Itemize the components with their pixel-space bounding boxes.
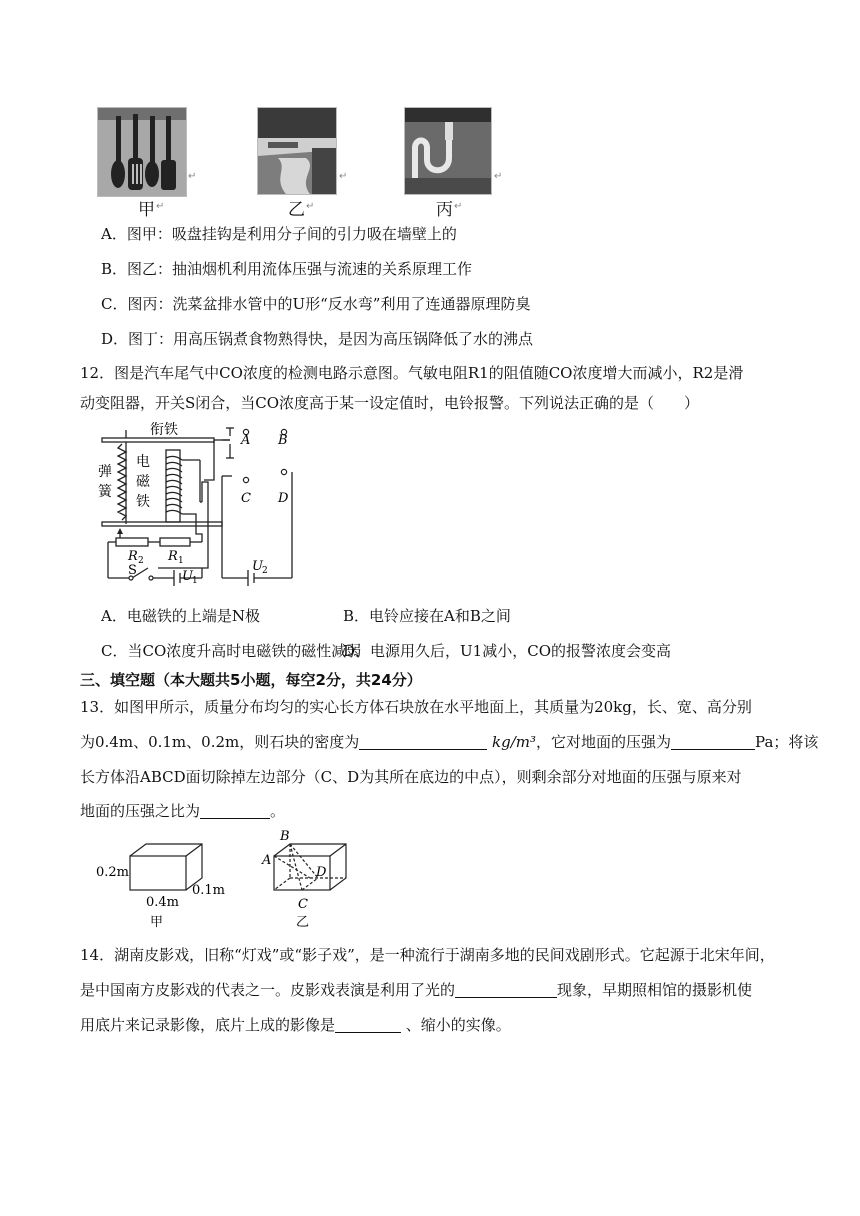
fig-label-a: A <box>262 853 272 868</box>
light-phenomenon-blank[interactable] <box>455 981 557 998</box>
q13-line1: 13．如图甲所示，质量分布均匀的实心长方体石块放在水平地面上，其质量为20kg，长、宽、高分别 <box>80 698 752 716</box>
return-mark: ↵ <box>339 171 348 182</box>
caption-yi: 乙 <box>288 200 305 220</box>
return-mark: ↵ <box>306 201 315 212</box>
q13-line2-c: Pa；将该 <box>755 733 819 751</box>
section-3-title: 三、填空题（本大题共5小题，每空2分，共24分） <box>80 671 422 689</box>
q11-option-b: B．图乙：抽油烟机利用流体压强与流速的关系原理工作 <box>101 260 473 278</box>
pressure-answer-blank[interactable] <box>671 733 755 750</box>
q14-line1: 14．湖南皮影戏，旧称“灯戏”或“影子戏”，是一种流行于湖南多地的民间戏剧形式。它起源于北宋年间， <box>80 946 775 964</box>
q11-option-a: A．图甲：吸盘挂钩是利用分子间的引力吸在墙壁上的 <box>101 225 457 243</box>
label-b: B <box>278 433 288 448</box>
q12-circuit-diagram <box>98 420 308 590</box>
fig-label-d: D <box>316 865 327 880</box>
return-mark: ↵ <box>188 171 197 182</box>
q12-option-c: C．当CO浓度升高时电磁铁的磁性减弱 <box>101 642 362 660</box>
fig-label-c: C <box>298 897 308 912</box>
q13-line4 <box>80 801 285 821</box>
q14-line2-b: 现象，早期照相馆的摄影机使 <box>557 981 753 999</box>
q12-stem-line2: 动变阻器，开关S闭合，当CO浓度高于某一设定值时，电铃报警。下列说法正确的是（ ） <box>80 394 700 412</box>
dim-length: 0.4m <box>146 895 180 910</box>
fig-caption-jia: 甲 <box>150 915 164 930</box>
q13-line4-b: 。 <box>270 802 286 820</box>
label-c: C <box>241 491 251 506</box>
q13-line2-b: ，它对地面的压强为 <box>536 733 672 751</box>
image-type-blank[interactable] <box>335 1016 401 1033</box>
ratio-answer-blank[interactable] <box>200 802 270 819</box>
photo-yi-range-hood <box>257 107 337 195</box>
q12-option-b: B．电铃应接在A和B之间 <box>343 607 511 625</box>
label-r2-sub: 2 <box>138 556 144 566</box>
q14-line2-a: 是中国南方皮影戏的代表之一。皮影戏表演是利用了光的 <box>80 981 456 999</box>
label-r1: R <box>168 549 178 564</box>
label-r1-sub: 1 <box>178 556 184 566</box>
density-unit: kg/m³ <box>492 733 537 751</box>
q12-option-a: A．电磁铁的上端是N极 <box>101 607 260 625</box>
label-electromagnet-3: 铁 <box>136 494 150 510</box>
return-mark: ↵ <box>156 201 165 212</box>
label-s: S <box>128 563 137 578</box>
dim-width: 0.1m <box>192 883 226 898</box>
caption-jia: 甲 <box>138 200 155 220</box>
label-u2: U <box>252 559 263 574</box>
q11-option-d: D．图丁：用高压锅煮食物熟得快，是因为高压锅降低了水的沸点 <box>101 330 534 348</box>
dim-height: 0.2m <box>96 865 130 880</box>
density-answer-blank[interactable] <box>359 733 487 750</box>
q14-line3-b: 、缩小的实像。 <box>405 1016 511 1034</box>
return-mark: ↵ <box>494 171 503 182</box>
q12-option-d: D．电源用久后，U1减小，CO的报警浓度会变高 <box>343 642 671 660</box>
q11-option-c: C．图丙：洗菜盆排水管中的U形“反水弯”利用了连通器原理防臭 <box>101 295 531 313</box>
fig-caption-yi: 乙 <box>296 915 310 930</box>
q13-line4-a: 地面的压强之比为 <box>80 802 201 820</box>
photo-bing-u-trap <box>404 107 492 195</box>
q13-line2 <box>80 732 818 752</box>
label-armature: 衔铁 <box>150 422 178 438</box>
q13-figure <box>96 828 366 936</box>
caption-bing: 丙 <box>436 200 453 220</box>
label-spring-1: 弹 <box>98 464 112 480</box>
label-u2-sub: 2 <box>262 566 268 576</box>
label-u1-sub: 1 <box>192 576 198 586</box>
q12-stem-line1: 12．图是汽车尾气中CO浓度的检测电路示意图。气敏电阻R1的阻值随CO浓度增大而减小，R2是滑 <box>80 364 744 382</box>
photo-jia-utensils <box>97 107 187 197</box>
label-spring-2: 簧 <box>98 484 112 500</box>
label-electromagnet-2: 磁 <box>136 474 150 490</box>
q13-line3: 长方体沿ABCD面切除掉左边部分（C、D为其所在底边的中点），则剩余部分对地面的压强与原来对 <box>80 768 742 786</box>
label-a: A <box>241 433 251 448</box>
label-electromagnet-1: 电 <box>136 454 150 470</box>
q14-line3-a: 用底片来记录影像，底片上成的影像是 <box>80 1016 336 1034</box>
q14-line3 <box>80 1015 511 1035</box>
q14-line2 <box>80 980 752 1000</box>
q13-line2-a: 为0.4m、0.1m、0.2m，则石块的密度为 <box>80 733 360 751</box>
label-d: D <box>278 491 289 506</box>
return-mark: ↵ <box>454 201 463 212</box>
fig-label-b: B <box>280 829 290 844</box>
label-u1: U <box>182 569 193 584</box>
label-r2: R <box>128 549 138 564</box>
